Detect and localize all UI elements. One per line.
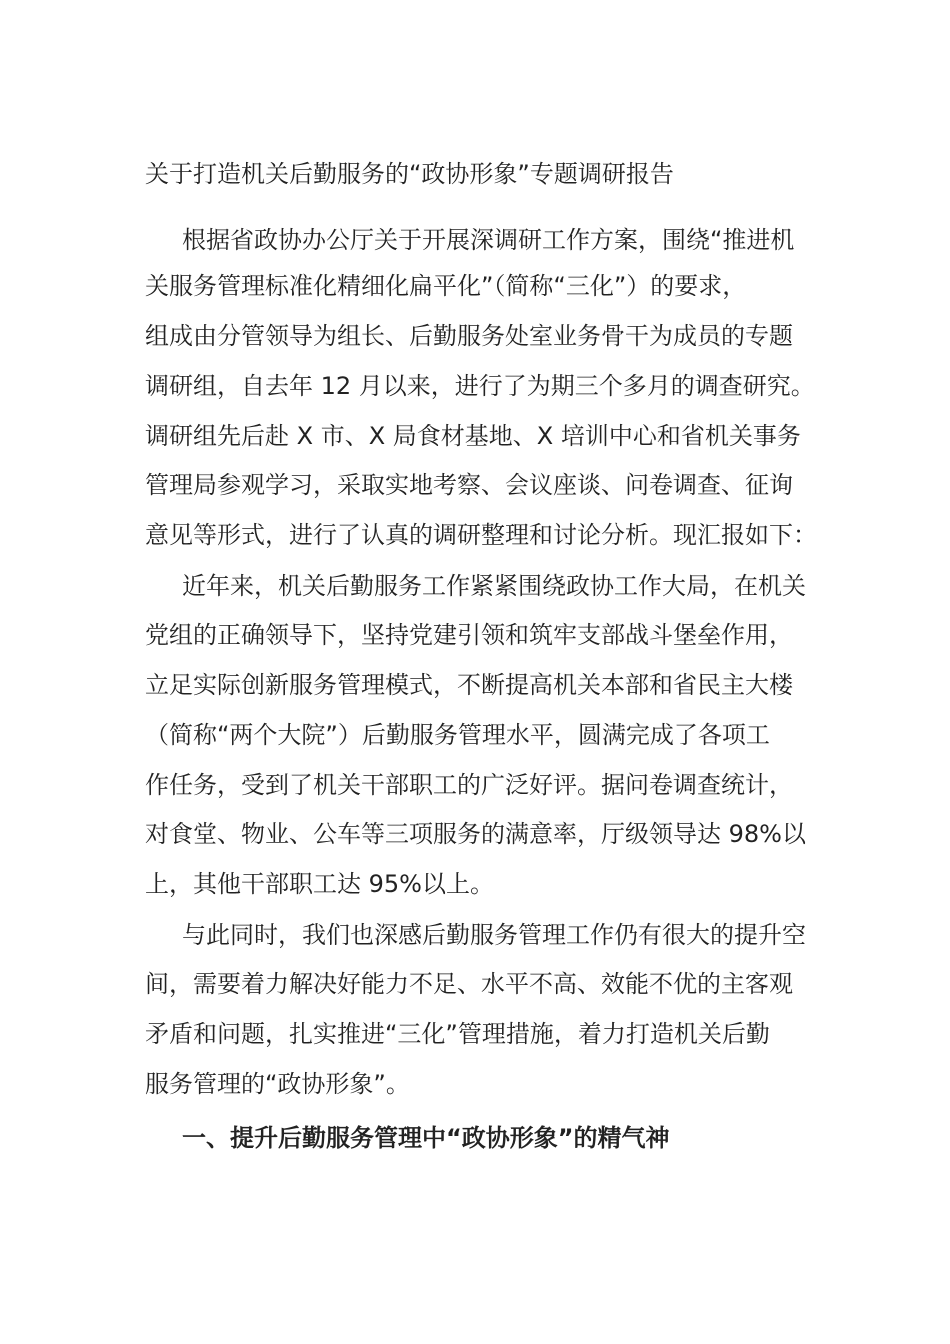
paragraph-3-line-4: 服务管理的“政协形象”。 [145,1070,410,1098]
paragraph-3-line-2: 间，需要着力解决好能力不足、水平不高、效能不优的主客观 [145,970,793,998]
paragraph-1-line-7: 意见等形式，进行了认真的调研整理和讨论分析。现汇报如下： [145,521,817,549]
paragraph-1-line-4: 调研组，自去年 12 月以来，进行了为期三个多月的调查研究。 [145,372,815,400]
paragraph-1-line-5: 调研组先后赴 X 市、X 局食材基地、X 培训中心和省机关事务 [145,422,801,450]
paragraph-3-line-3: 矛盾和问题，扎实推进“三化”管理措施，着力打造机关后勤 [145,1020,770,1048]
paragraph-2-line-2: 党组的正确领导下，坚持党建引领和筑牢支部战斗堡垒作用， [145,621,793,649]
paragraph-2-line-7: 上，其他干部职工达 95%以上。 [145,870,494,898]
paragraph-1-line-2: 关服务管理标准化精细化扁平化”（简称“三化”）的要求， [145,272,747,300]
document-title: 关于打造机关后勤服务的“政协形象”专题调研报告 [145,160,674,188]
paragraph-1-line-1: 根据省政协办公厅关于开展深调研工作方案，围绕“推进机 [182,226,795,254]
paragraph-2-line-1: 近年来，机关后勤服务工作紧紧围绕政协工作大局，在机关 [182,572,806,600]
paragraph-2-line-6: 对食堂、物业、公车等三项服务的满意率，厅级领导达 98%以 [145,820,806,848]
paragraph-2-line-3: 立足实际创新服务管理模式，不断提高机关本部和省民主大楼 [145,671,793,699]
paragraph-2-line-5: 作任务，受到了机关干部职工的广泛好评。据问卷调查统计， [145,771,793,799]
paragraph-3-line-1: 与此同时，我们也深感后勤服务管理工作仍有很大的提升空 [182,921,806,949]
paragraph-2-line-4: （简称“两个大院”）后勤服务管理水平，圆满完成了各项工 [145,721,770,749]
paragraph-1-line-6: 管理局参观学习，采取实地考察、会议座谈、问卷调查、征询 [145,471,793,499]
paragraph-1-line-3: 组成由分管领导为组长、后勤服务处室业务骨干为成员的专题 [145,322,793,350]
section-heading: 一、提升后勤服务管理中“政协形象”的精气神 [182,1124,670,1152]
